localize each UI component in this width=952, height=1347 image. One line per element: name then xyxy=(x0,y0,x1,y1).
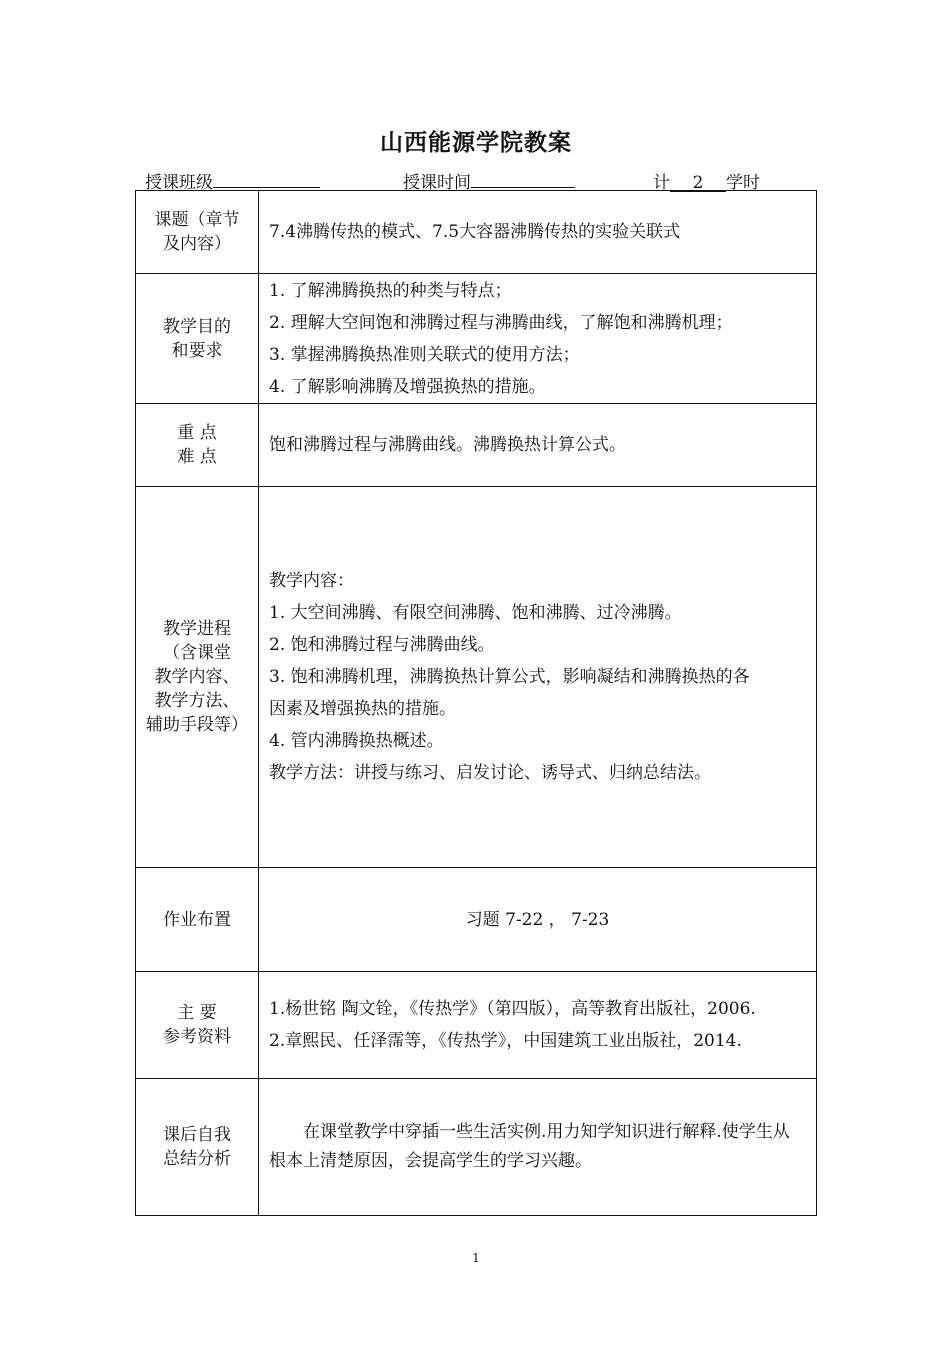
content-process xyxy=(259,487,817,868)
objective-item: 1. 了解沸腾换热的种类与特点； xyxy=(269,280,512,301)
objective-item: 2. 理解大空间饱和沸腾过程与沸腾曲线，了解饱和沸腾机理； xyxy=(269,312,733,333)
row-summary xyxy=(136,1079,817,1216)
content-objectives xyxy=(259,274,817,404)
label-references: 主 要 参考资料 xyxy=(136,972,259,1079)
time-label: 授课时间 xyxy=(403,173,471,193)
label-keypoints: 重 点 难 点 xyxy=(136,404,259,487)
row-keypoints xyxy=(136,404,817,487)
process-line: 因素及增强换热的措施。 xyxy=(269,699,456,719)
row-homework xyxy=(136,868,817,972)
reference-item: 1.杨世铭 陶文铨，《传热学》（第四版），高等教育出版社，2006. xyxy=(269,999,756,1019)
objective-item: 4. 了解影响沸腾及增强换热的措施。 xyxy=(269,376,546,397)
process-line: 教学内容： xyxy=(269,571,354,591)
time-value xyxy=(471,169,575,188)
label-summary: 课后自我 总结分析 xyxy=(136,1079,259,1216)
content-summary xyxy=(259,1079,817,1216)
process-line: 4. 管内沸腾换热概述。 xyxy=(269,731,444,751)
content-references xyxy=(259,972,817,1079)
row-topic xyxy=(136,191,817,274)
label-topic: 课题（章节 及内容） xyxy=(136,191,259,274)
content-topic: 7.4沸腾传热的模式、7.5大容器沸腾传热的实验关联式 xyxy=(259,191,817,274)
label-objectives: 教学目的 和要求 xyxy=(136,274,259,404)
hours-value: 2 xyxy=(670,173,726,192)
hours-suffix: 学时 xyxy=(726,173,760,193)
row-process xyxy=(136,487,817,868)
summary-text: 在课堂教学中穿插一些生活实例.用力知学知识进行解释.使学生从根本上清楚原因，会提高学生的学习兴趣。 xyxy=(269,1122,790,1171)
page-title: 山西能源学院教案 xyxy=(380,130,572,156)
objective-item: 3. 掌握沸腾换热准则关联式的使用方法； xyxy=(269,344,580,365)
process-line: 1. 大空间沸腾、有限空间沸腾、饱和沸腾、过冷沸腾。 xyxy=(269,603,682,623)
hours-prefix: 计 xyxy=(653,173,670,193)
class-value xyxy=(213,169,320,188)
content-keypoints: 饱和沸腾过程与沸腾曲线。沸腾换热计算公式。 xyxy=(259,404,817,487)
label-homework: 作业布置 xyxy=(136,868,259,972)
process-line: 2. 饱和沸腾过程与沸腾曲线。 xyxy=(269,635,495,655)
reference-item: 2.章熙民、任泽霈等，《传热学》，中国建筑工业出版社，2014. xyxy=(269,1031,742,1051)
process-line: 3. 饱和沸腾机理，沸腾换热计算公式，影响凝结和沸腾换热的各 xyxy=(269,667,750,687)
row-references xyxy=(136,972,817,1079)
label-process: 教学进程 （含课堂 教学内容、 教学方法、 辅助手段等） xyxy=(136,487,259,868)
lesson-plan-table xyxy=(135,190,817,1216)
class-label: 授课班级 xyxy=(145,173,213,193)
row-objectives xyxy=(136,274,817,404)
process-line: 教学方法：讲授与练习、启发讨论、诱导式、归纳总结法。 xyxy=(269,763,711,783)
page-number: 1 xyxy=(472,1251,480,1265)
content-homework: 习题 7-22 ， 7-23 xyxy=(259,868,817,972)
